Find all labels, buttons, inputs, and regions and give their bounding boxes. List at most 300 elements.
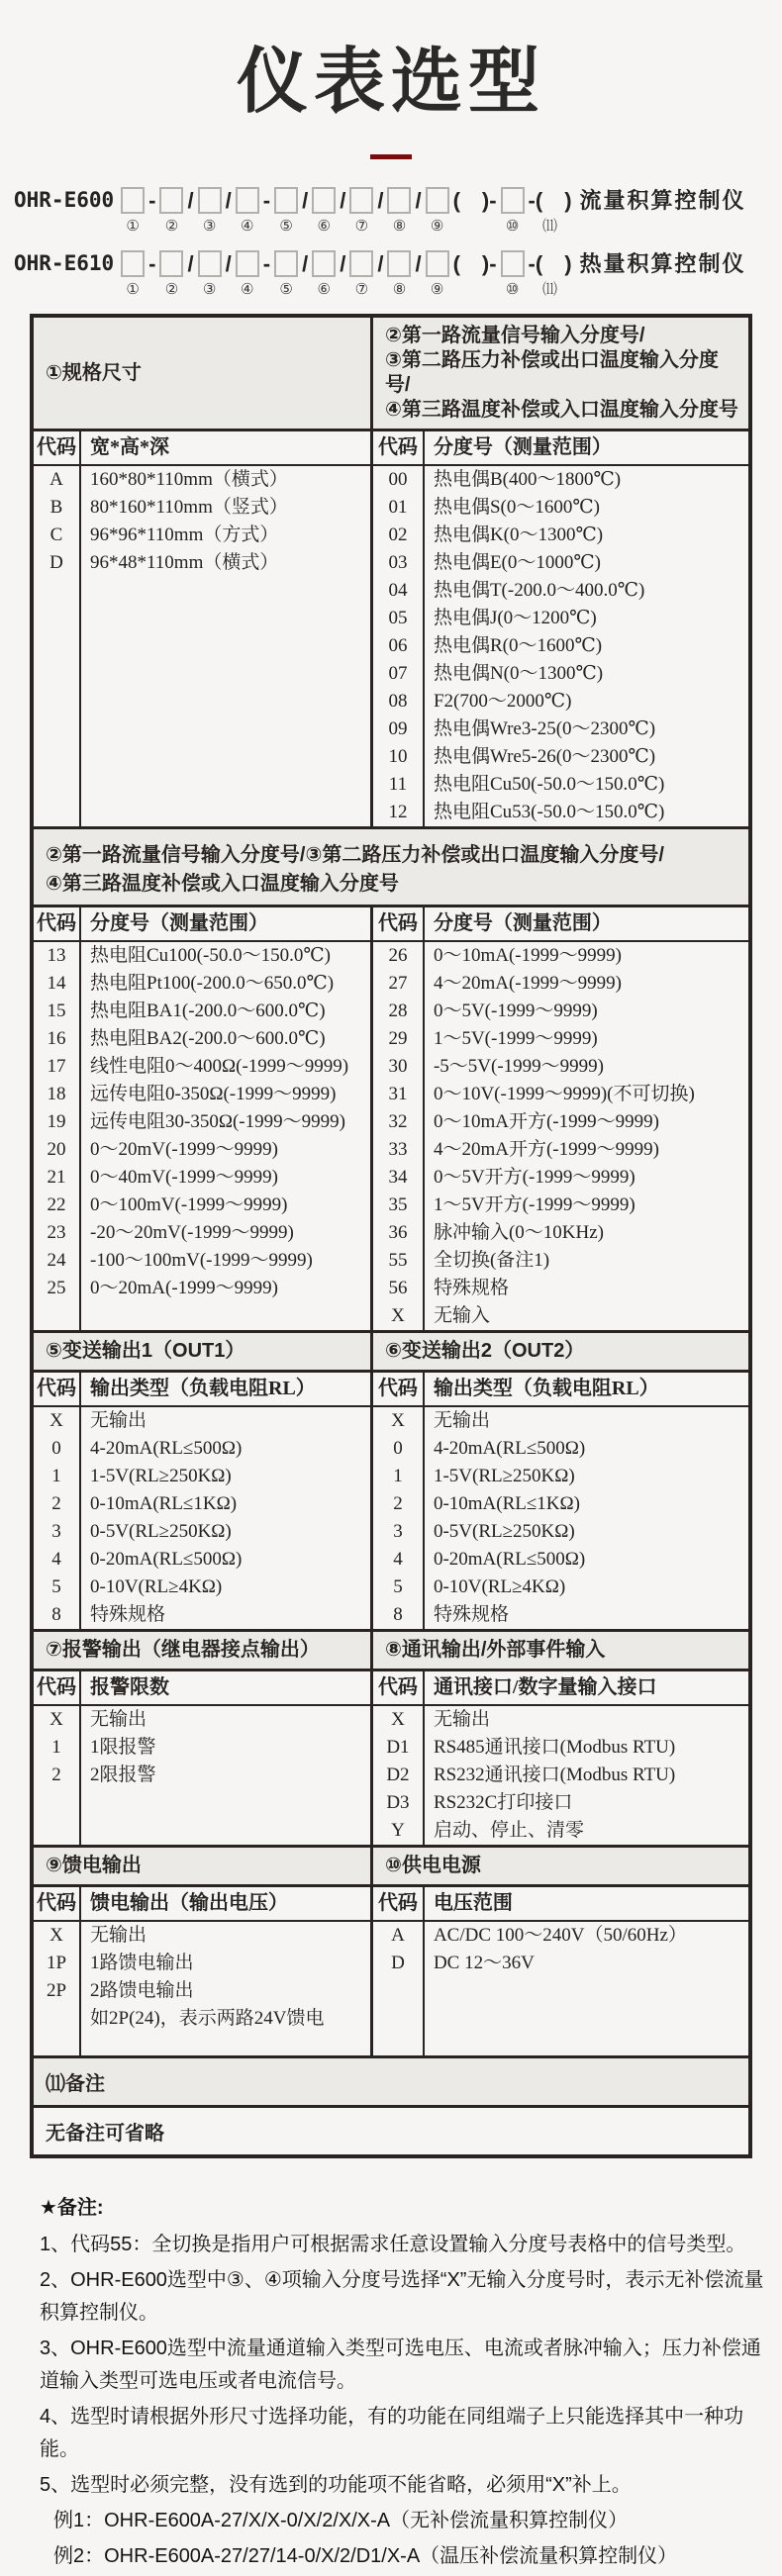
column-header [34,1887,370,1922]
table-columns-band [34,1887,748,2055]
model-position-number: ⑧ [392,218,407,235]
row-code: 8 [34,1601,81,1629]
column-header [34,431,370,466]
model-type-label: 流量积算控制仪 [579,188,746,213]
row-code: X [373,1302,425,1330]
model-position-box [236,250,259,277]
model-type-label: 热量积算控制仪 [579,251,746,276]
row-code: 03 [373,549,425,577]
page-title: 仪表选型 [236,43,545,122]
table-row [373,1762,748,1789]
model-position-slot [349,250,373,298]
table-row [373,632,748,660]
table-column-left [34,1671,373,1845]
row-label: 热电偶T(-200.0～400.0℃) [433,580,645,601]
table-columns-band [34,907,748,1330]
column-header-label: 馈电输出（输出电压） [90,1892,288,1914]
row-label: AC/DC 100～240V（50/60Hz） [433,1925,687,1946]
row-label: 2限报警 [90,1765,156,1785]
model-code-lines [0,187,782,298]
row-code: 02 [373,522,425,549]
row-label: 4-20mA(RL≤500Ω) [90,1438,243,1459]
row-code: D1 [373,1734,425,1762]
row-code: X [34,1922,81,1950]
filler-label [81,1302,90,1330]
section-title-right [373,1848,748,1884]
column-header-code: 代码 [373,1887,425,1920]
row-code: 21 [34,1164,81,1192]
model-position-box [274,250,298,277]
row-code: 27 [373,970,425,998]
row-label: 0～5V(-1999～9999) [433,1001,598,1021]
row-label: RS485通讯接口(Modbus RTU) [433,1737,676,1758]
row-code: 55 [373,1247,425,1275]
model-position-box [198,187,222,214]
row-label: 0-10mA(RL≤1KΩ) [433,1493,580,1514]
row-code: 2 [34,1762,81,1789]
table-row [373,970,748,998]
row-label: 特殊规格 [433,1604,509,1625]
model-code-separator: ( )- [452,251,497,276]
section-title-left [34,318,373,429]
model-code-separator: / [340,188,346,213]
column-header-label: 通讯接口/数字量输入接口 [433,1676,657,1698]
table-row [373,549,748,577]
table-row [373,1518,748,1546]
section-title-left [34,1848,373,1884]
row-label: 0-10V(RL≥4KΩ) [90,1576,223,1597]
row-label: 0～10mA开方(-1999～9999) [433,1111,659,1132]
model-position-number: ⑾ [542,218,558,235]
table-row [373,1817,748,1845]
row-label: 无输出 [433,1410,490,1431]
table-row [34,1025,370,1053]
row-label: 无输出 [90,1410,147,1431]
section-title-left [34,1632,373,1669]
row-code: 20 [34,1136,81,1164]
column-header-label: 报警限数 [90,1676,169,1698]
row-code: 00 [373,466,425,494]
row-label: 热电偶Wre5-26(0～2300℃) [433,746,656,767]
column-header-code: 代码 [34,907,81,940]
row-code: 2P [34,1977,81,2005]
model-code-tail: -( ) [528,251,572,276]
table-row [34,942,370,970]
table-row [373,1192,748,1219]
column-header-code: 代码 [34,431,81,464]
row-label: 0-20mA(RL≤500Ω) [90,1549,243,1570]
row-label: 4-20mA(RL≤500Ω) [433,1438,586,1459]
column-header-code: 代码 [373,1373,425,1405]
column-header [373,907,748,942]
table-row [373,605,748,632]
row-label: 4～20mA(-1999～9999) [433,973,622,994]
model-position-box [312,250,336,277]
row-code: 14 [34,970,81,998]
row-label: 热电阻Pt100(-200.0～650.0℃) [90,973,335,994]
row-label: 0～20mA(-1999～9999) [90,1278,278,1298]
table-row [34,998,370,1025]
row-label: 无输出 [433,1709,490,1730]
table-row [373,1490,748,1518]
table-row [34,494,370,522]
model-position-number: ⑨ [430,218,444,235]
selection-table [30,314,752,2158]
row-code: 1 [34,1734,81,1762]
row-code: 4 [373,1546,425,1574]
column-header-label: 分度号（测量范围） [433,436,612,458]
model-position-box [159,250,183,277]
table-row [373,1247,748,1275]
column-filler [34,1789,370,1845]
row-label: 热电偶R(0～1600℃) [433,635,603,656]
row-code: D [34,549,81,577]
row-code: 34 [373,1164,425,1192]
column-header-code: 代码 [373,431,425,464]
model-position-number: ① [126,218,140,235]
row-label: 0-10mA(RL≤1KΩ) [90,1493,238,1514]
row-label: 热电阻Cu53(-50.0～150.0℃) [433,802,665,822]
model-position-slot [349,187,373,235]
column-filler [34,1302,370,1330]
section-title-band [34,826,748,907]
section-title-band [34,1845,748,1887]
table-row [34,1601,370,1629]
model-position-slot [121,250,145,298]
table-row [34,1136,370,1164]
notes-title: ★备注: [40,2197,104,2219]
model-position-number: ② [164,281,179,298]
row-label: 1路馈电输出 [90,1953,194,1973]
model-position-box [236,187,259,214]
notes-examples [40,2505,764,2573]
row-code: A [34,466,81,494]
table-row [373,577,748,605]
model-position-slot [274,187,298,235]
note-item: 5、选型时必须完整，没有选到的功能项不能省略，必须用“X”补上。 [40,2474,632,2496]
model-position-slot [426,187,449,235]
table-row [34,1546,370,1574]
table-row [373,799,748,826]
model-position-box [121,187,145,214]
row-code: A [373,1922,425,1950]
table-row [373,1950,748,1977]
row-code: 11 [373,771,425,799]
row-code: 13 [34,942,81,970]
note-example: 例1：OHR-E600A-27/X/X-0/X/2/X/X-A（无补偿流量积算控制仪） [53,2510,629,2531]
model-code-separator: / [302,188,309,213]
row-code: 33 [373,1136,425,1164]
table-row [373,998,748,1025]
column-header-label: 电压范围 [433,1892,513,1914]
row-code: 07 [373,660,425,688]
column-header-code: 代码 [373,1671,425,1704]
table-row [373,1734,748,1762]
section-title-line: ④第三路温度补偿或入口温度输入分度号 [384,399,738,421]
section-title-right [373,1632,748,1669]
row-code: 29 [373,1025,425,1053]
table-column-right [373,1671,748,1845]
table-row [34,1275,370,1302]
table-row [34,1435,370,1463]
section-title-band [34,2055,748,2108]
row-code: 56 [373,1275,425,1302]
row-label: 全切换(备注1) [433,1250,550,1271]
row-code: 12 [373,799,425,826]
row-code: 18 [34,1081,81,1108]
row-label: 热电阻Cu50(-50.0～150.0℃) [433,774,665,795]
table-row [34,1977,370,2005]
table-row [373,1601,748,1629]
table-row [34,1574,370,1601]
filler-label [81,2033,90,2055]
row-label: 2路馈电输出 [90,1980,194,2001]
model-position-slot [198,187,222,235]
row-label: 启动、停止、清零 [433,1820,584,1841]
row-label: 0-20mA(RL≤500Ω) [433,1549,586,1570]
table-column-right [373,1887,748,2055]
row-code: 24 [34,1247,81,1275]
row-label: 1-5V(RL≥250KΩ) [433,1466,575,1486]
row-code: 10 [373,743,425,771]
row-label: 热电偶N(0～1300℃) [433,663,604,684]
row-code: 04 [373,577,425,605]
table-row [373,1574,748,1601]
section-title-line: ⑤变送输出1（OUT1） [46,1340,245,1362]
column-filler [34,577,370,826]
model-code-separator: / [302,251,309,276]
table-row [373,1789,748,1817]
table-row [373,1025,748,1053]
table-row [373,1164,748,1192]
table-row [373,743,748,771]
row-code: 08 [373,688,425,716]
row-code: 28 [373,998,425,1025]
row-label: 0～40mV(-1999～9999) [90,1167,278,1188]
row-code: X [373,1706,425,1734]
row-code: 8 [373,1601,425,1629]
row-label: F2(700～2000℃) [433,691,572,712]
table-row [34,1407,370,1435]
row-code: 0 [373,1435,425,1463]
row-code: 23 [34,1219,81,1247]
row-label: 热电偶K(0～1300℃) [433,525,604,545]
row-label: 1～5V(-1999～9999) [433,1028,598,1049]
filler-code [373,1977,425,2055]
model-position-box [312,187,336,214]
row-label: RS232通讯接口(Modbus RTU) [433,1765,676,1785]
table-row [373,1922,748,1950]
model-position-box [121,250,145,277]
row-label: 热电阻BA2(-200.0～600.0℃) [90,1028,326,1049]
row-label: -20～20mV(-1999～9999) [90,1222,294,1243]
column-header-label: 输出类型（负载电阻RL） [90,1378,316,1399]
column-header [373,1887,748,1922]
model-code-separator: / [377,251,384,276]
table-row [34,1490,370,1518]
model-position-slot [198,250,222,298]
model-position-slot [312,250,336,298]
model-code-separator: / [415,188,422,213]
model-code-separator: / [415,251,422,276]
row-label: 0～20mV(-1999～9999) [90,1139,278,1160]
row-label: 1-5V(RL≥250KΩ) [90,1466,232,1486]
section-title-line: ⑦报警输出（继电器接点输出） [46,1639,320,1661]
model-position-number: ⑤ [279,218,293,235]
row-code: 16 [34,1025,81,1053]
row-code: 06 [373,632,425,660]
row-label: DC 12～36V [433,1953,535,1973]
model-position-slot [387,250,411,298]
model-position-number: ⑾ [542,281,558,298]
table-row [34,1247,370,1275]
column-filler [34,2033,370,2055]
row-label: 96*96*110mm（方式） [90,525,279,545]
row-code: 26 [373,942,425,970]
row-code: 36 [373,1219,425,1247]
model-position-slot [501,187,525,235]
column-header [373,431,748,466]
row-label: 线性电阻0～400Ω(-1999～9999) [90,1056,349,1077]
row-code: 3 [34,1518,81,1546]
column-header [34,1671,370,1706]
row-label: 0-10V(RL≥4KΩ) [433,1576,566,1597]
model-prefix: OHR-E600 [14,188,115,212]
table-row [34,1734,370,1762]
row-code: 2 [34,1490,81,1518]
row-label: 热电阻BA1(-200.0～600.0℃) [90,1001,326,1021]
table-row [373,771,748,799]
table-column-right [373,1373,748,1629]
row-label: 4～20mA开方(-1999～9999) [433,1139,659,1160]
column-header [373,1671,748,1706]
model-position-number: ⑥ [317,281,331,298]
row-label: 0-5V(RL≥250KΩ) [433,1521,575,1542]
table-row [34,1081,370,1108]
row-code: 2 [373,1490,425,1518]
model-position-slot [312,187,336,235]
row-label: 特殊规格 [433,1278,509,1298]
section-title-band [34,318,748,431]
column-header-label: 宽*高*深 [90,436,169,458]
section-title-line: ①规格尺寸 [46,361,142,384]
row-code: D2 [373,1762,425,1789]
model-position-box [349,187,373,214]
row-code: 30 [373,1053,425,1081]
model-position-slot [501,250,525,298]
model-position-box [198,250,222,277]
row-code: 01 [373,494,425,522]
model-position-number: ⑦ [354,218,369,235]
table-column-left [34,907,373,1330]
model-position-box [426,187,449,214]
note-item: 1、代码55：全切换是指用户可根据需求任意设置输入分度号表格中的信号类型。 [40,2234,746,2255]
model-position-number: ⑤ [279,281,293,298]
model-code-line [14,250,782,298]
row-label: 热电阻Cu100(-50.0～150.0℃) [90,945,331,966]
model-position-number: ③ [202,281,217,298]
row-code: 1P [34,1950,81,1977]
model-code-separator: ( )- [452,188,497,213]
filler-code [34,1302,81,1330]
table-columns-band [34,1373,748,1629]
section-title-line: ⑥变送输出2（OUT2） [384,1340,585,1362]
row-label: 160*80*110mm（横式） [90,469,288,490]
notes-items [40,2229,764,2502]
column-header-label: 分度号（测量范围） [433,912,612,934]
model-code-separator: / [377,188,384,213]
table-row [373,1136,748,1164]
model-position-number: ⑩ [505,218,520,235]
row-code: 05 [373,605,425,632]
section-title-line: ⑾备注 [46,2073,105,2095]
table-row [373,494,748,522]
table-row [34,1950,370,1977]
row-label: 脉冲输入(0～10KHz) [433,1222,604,1243]
row-code: 3 [373,1518,425,1546]
note-example: 例2：OHR-E600A-27/27/14-0/X/2/D1/X-A（温压补偿流量积算控制仪） [53,2545,678,2567]
row-label: 1限报警 [90,1737,156,1758]
table-row [373,1275,748,1302]
table-row [373,522,748,549]
table-column-left [34,1887,373,2055]
section-title-band [34,1629,748,1671]
filler-code [34,2033,81,2055]
model-code-separator: / [340,251,346,276]
row-code: C [34,522,81,549]
section-title-line: ⑩供电电源 [384,1855,481,1876]
filler-code [34,1789,81,1845]
section-title-line: ③第二路压力补偿或出口温度输入分度号/ [384,349,719,396]
row-label: -100～100mV(-1999～9999) [90,1250,313,1271]
table-row [373,1108,748,1136]
filler-label [81,577,90,826]
column-header [34,907,370,942]
row-label: RS232C打印接口 [433,1792,573,1813]
filler-label [425,1977,434,2055]
table-row [34,1706,370,1734]
row-code: 22 [34,1192,81,1219]
row-code: X [373,1407,425,1435]
model-position-slot [426,250,449,298]
model-code-line [14,187,782,235]
table-row [373,716,748,743]
filler-label [81,1789,90,1845]
column-header-code: 代码 [373,907,425,940]
row-label: 无输出 [90,1709,147,1730]
model-position-slot [236,250,259,298]
row-label: -5～5V(-1999～9999) [433,1056,604,1077]
row-code: 15 [34,998,81,1025]
row-label: 热电偶Wre3-25(0～2300℃) [433,718,656,739]
row-label: 远传电阻0-350Ω(-1999～9999) [90,1084,337,1104]
row-label: 0～10V(-1999～9999)(不可切换) [433,1084,695,1104]
section-title-line: ②第一路流量信号输入分度号/③第二路压力补偿或出口温度输入分度号/ [46,844,664,866]
model-position-number: ④ [241,281,254,298]
model-position-number: ⑦ [354,281,369,298]
table-row [34,2005,370,2033]
model-code-separator: / [225,251,232,276]
model-position-slot [121,187,145,235]
model-code-tail: -( ) [528,188,572,213]
table-columns-band [34,1671,748,1845]
row-label: 热电偶S(0～1600℃) [433,497,600,518]
row-code: 19 [34,1108,81,1136]
table-row [34,1518,370,1546]
table-row [373,1463,748,1490]
row-label: 远传电阻30-350Ω(-1999～9999) [90,1111,345,1132]
table-columns-band [34,431,748,826]
